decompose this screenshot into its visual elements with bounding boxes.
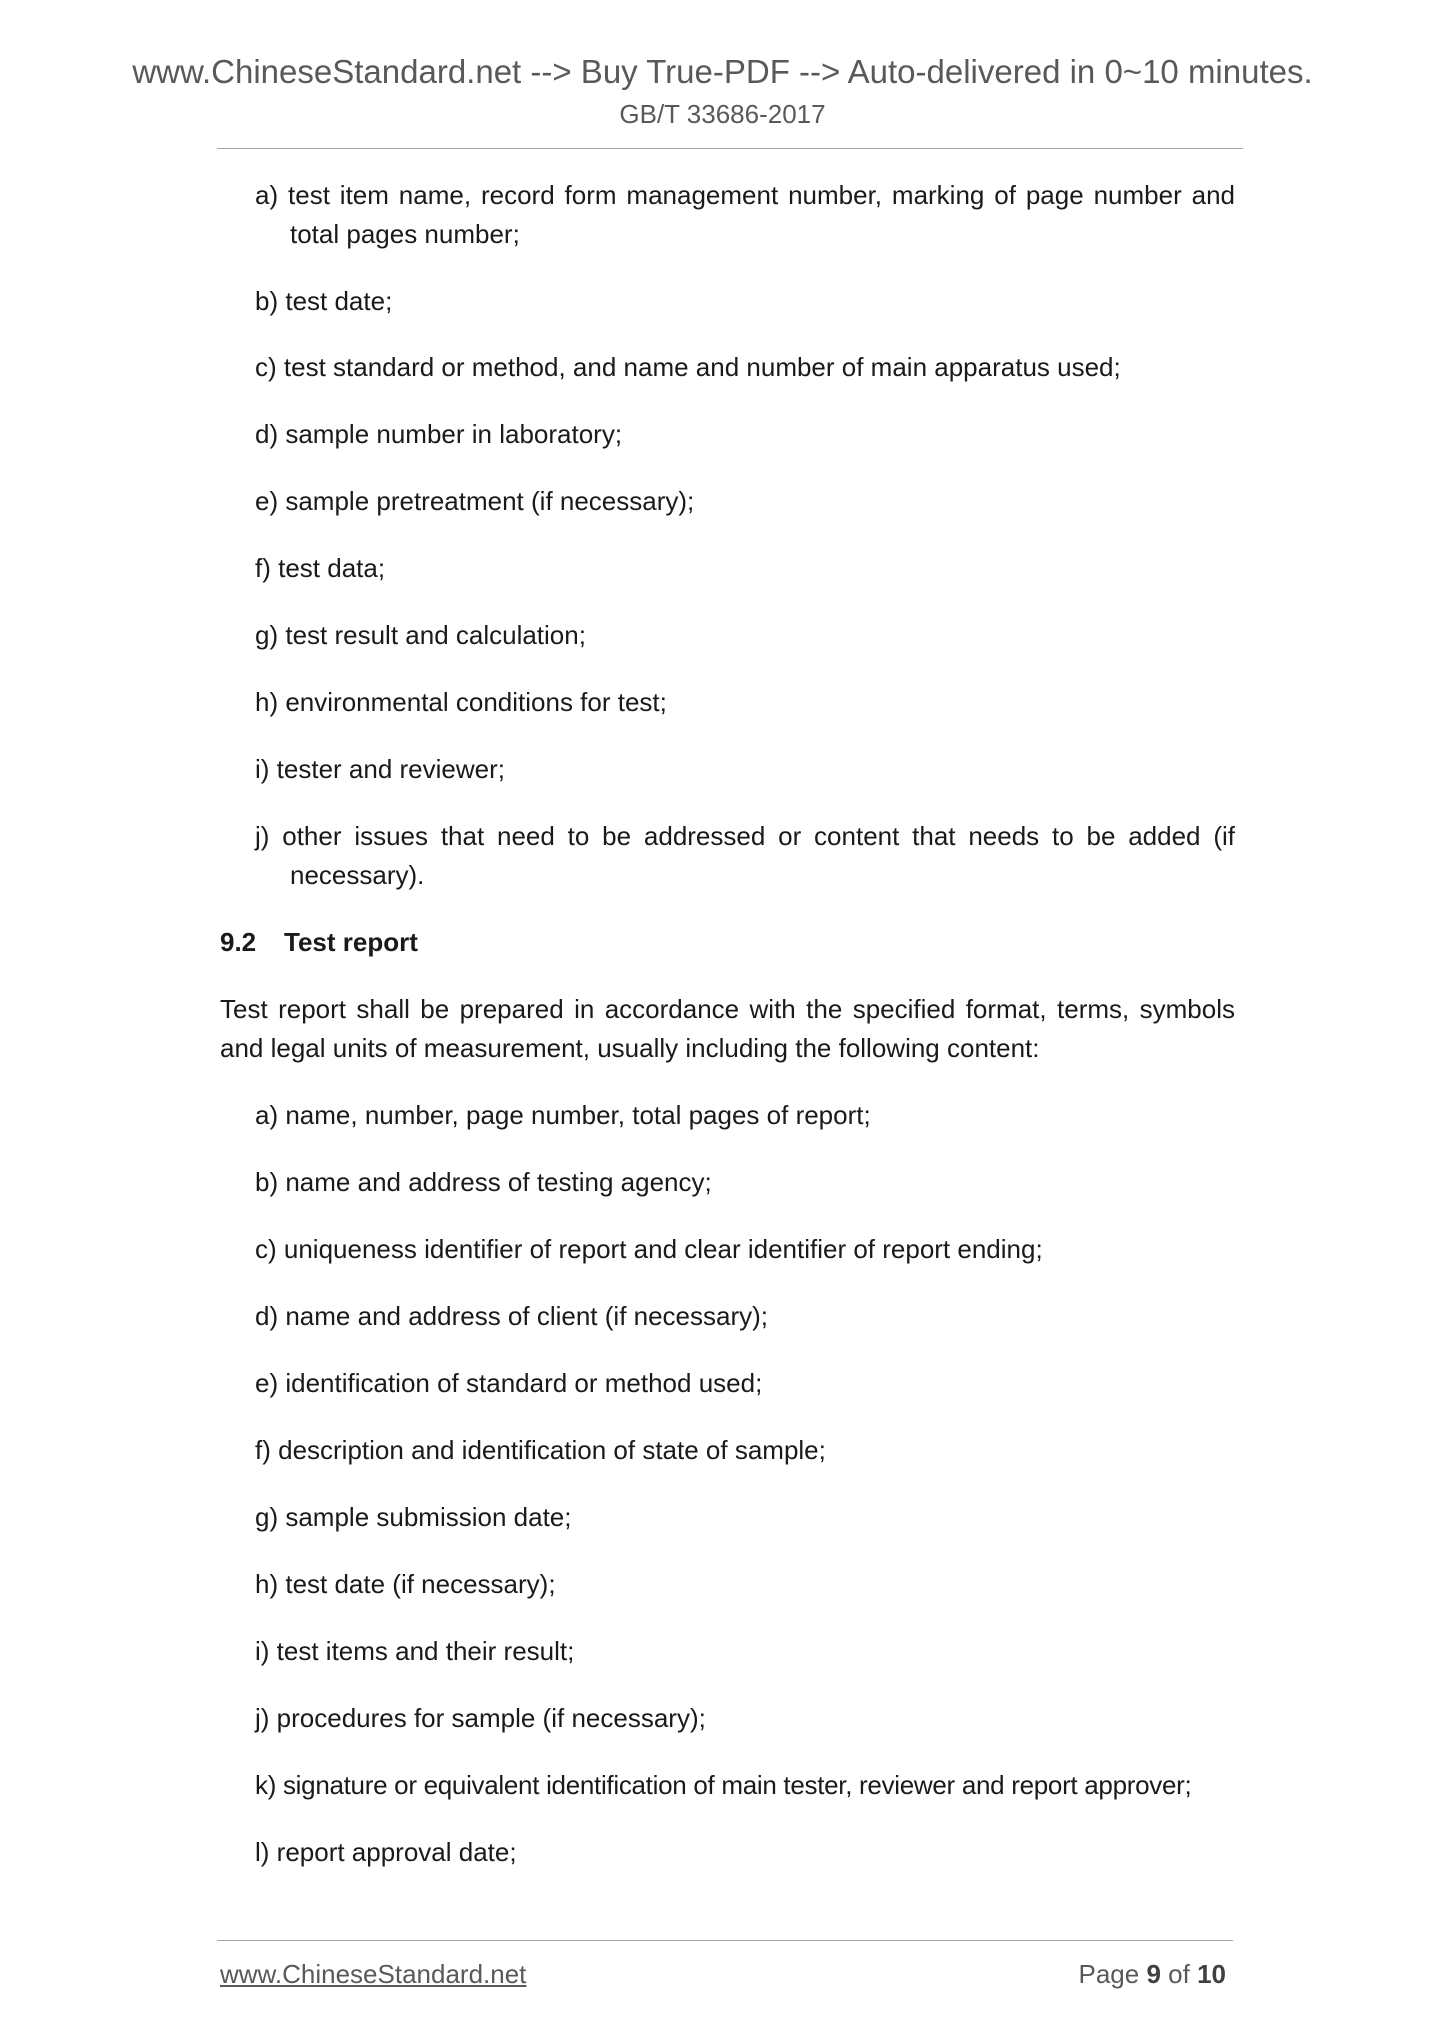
section-intro: Test report shall be prepared in accordance with the specified format, terms, symbols and legal units of measurement, usually including the following content: [220, 994, 1235, 1063]
record-item-c: c) test standard or method, and name and number of main apparatus used; [255, 352, 1121, 382]
record-item-i: i) tester and reviewer; [255, 754, 505, 784]
footer-website-link[interactable]: www.ChineseStandard.net [220, 1959, 527, 1989]
header-title: www.ChineseStandard.net --> Buy True-PDF --> Auto-delivered in 0~10 minutes. [132, 53, 1313, 90]
report-item-b: b) name and address of testing agency; [255, 1167, 712, 1197]
record-item-h: h) environmental conditions for test; [255, 687, 667, 717]
report-item-g: g) sample submission date; [255, 1502, 572, 1532]
footer-divider [217, 1940, 1233, 1941]
page-of: of [1168, 1959, 1190, 1989]
report-item-h: h) test date (if necessary); [255, 1569, 556, 1599]
record-item-b: b) test date; [255, 286, 393, 316]
record-item-j: j) other issues that need to be addressed or content that needs to be added (if necessary). [255, 821, 1235, 890]
report-item-d: d) name and address of client (if necessary); [255, 1301, 769, 1331]
report-item-f: f) description and identification of state of sample; [255, 1435, 826, 1465]
record-item-e: e) sample pretreatment (if necessary); [255, 486, 695, 516]
report-item-c: c) uniqueness identifier of report and clear identifier of report ending; [255, 1234, 1043, 1264]
record-item-f: f) test data; [255, 553, 386, 583]
record-item-a: a) test item name, record form management number, marking of page number and total pages number; [255, 180, 1235, 249]
report-item-j: j) procedures for sample (if necessary); [255, 1703, 706, 1733]
section-heading [220, 923, 418, 962]
section-number: 9.2 [220, 927, 257, 957]
page-indicator [1078, 1961, 1226, 1987]
standard-number: GB/T 33686-2017 [619, 99, 826, 129]
report-item-i: i) test items and their result; [255, 1636, 575, 1666]
total-pages: 10 [1197, 1959, 1226, 1989]
record-item-g: g) test result and calculation; [255, 620, 586, 650]
report-item-k: k) signature or equivalent identification of main tester, reviewer and report approver; [255, 1770, 1192, 1800]
report-item-a: a) name, number, page number, total pages of report; [255, 1100, 871, 1130]
record-item-d: d) sample number in laboratory; [255, 419, 623, 449]
report-item-e: e) identification of standard or method used; [255, 1368, 763, 1398]
page-prefix: Page [1078, 1959, 1140, 1989]
section-title: Test report [284, 927, 418, 957]
current-page: 9 [1146, 1959, 1161, 1989]
report-item-l: l) report approval date; [255, 1837, 517, 1867]
header-divider [217, 148, 1243, 149]
